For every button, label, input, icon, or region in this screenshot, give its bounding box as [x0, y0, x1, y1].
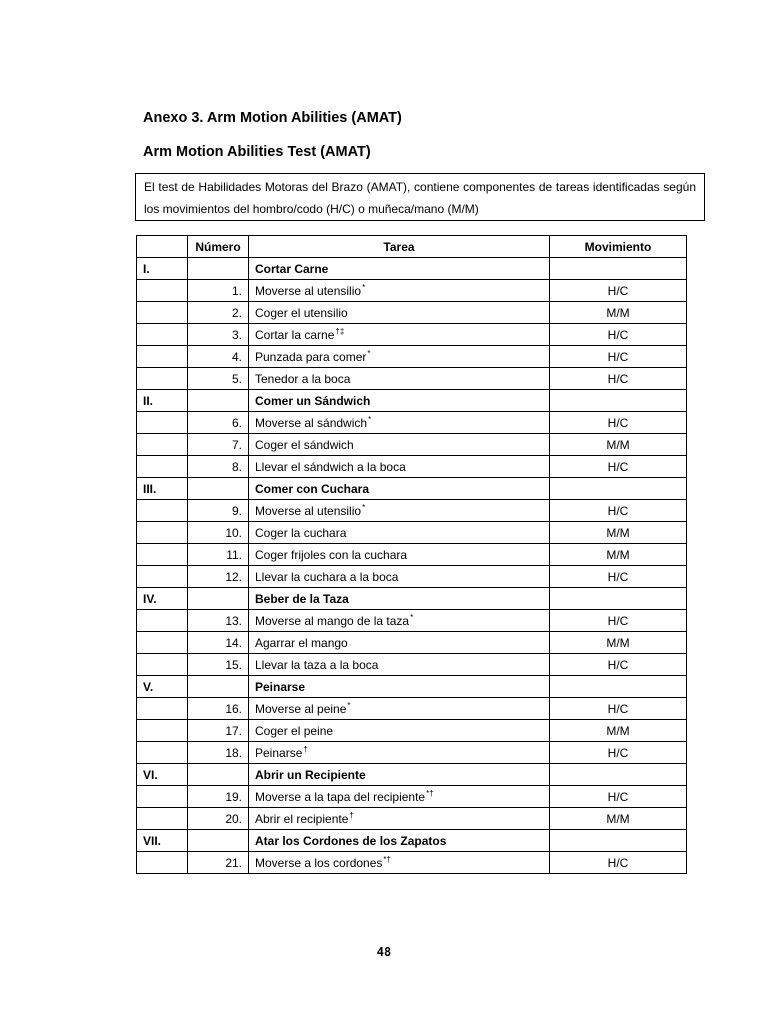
task-name: Peinarse	[255, 745, 303, 760]
table-row	[137, 500, 687, 522]
task-name: Coger el utensilio	[255, 305, 348, 320]
empty-cell	[137, 434, 188, 456]
table-row	[137, 852, 687, 874]
annex-title: Anexo 3. Arm Motion Abilities (AMAT)	[143, 110, 402, 126]
task-name: Moverse al mango de la taza	[255, 613, 410, 628]
empty-cell	[137, 632, 188, 654]
task-cell	[249, 786, 550, 808]
task-cell	[249, 654, 550, 676]
section-number: VI.	[137, 764, 188, 786]
task-number: 1.	[188, 280, 249, 302]
task-name: Coger el sándwich	[255, 437, 354, 452]
task-cell	[249, 302, 550, 324]
task-cell	[249, 720, 550, 742]
task-number: 6.	[188, 412, 249, 434]
movement-cell: M/M	[550, 522, 687, 544]
task-cell	[249, 456, 550, 478]
task-name: Tenedor a la boca	[255, 371, 351, 386]
task-name: Moverse al utensilio	[255, 503, 362, 518]
test-title: Arm Motion Abilities Test (AMAT)	[143, 144, 371, 160]
empty-cell	[137, 368, 188, 390]
table-row	[137, 324, 687, 346]
task-cell	[249, 368, 550, 390]
table-row	[137, 368, 687, 390]
intro-text: El test de Habilidades Motoras del Brazo (AMAT), contiene componentes de tareas identificadas según los movimientos del hombro/codo (H/C) o muñeca/mano (M/M)	[144, 180, 696, 216]
table-body	[137, 258, 687, 874]
footnote-mark: *	[362, 502, 366, 512]
empty-cell	[137, 324, 188, 346]
task-number: 18.	[188, 742, 249, 764]
empty-cell	[137, 500, 188, 522]
empty-cell	[188, 588, 249, 610]
empty-cell	[550, 588, 687, 610]
amat-table	[136, 235, 687, 874]
empty-cell	[137, 522, 188, 544]
footnote-mark: *	[410, 612, 414, 622]
section-number: II.	[137, 390, 188, 412]
empty-cell	[550, 764, 687, 786]
task-number: 13.	[188, 610, 249, 632]
section-title: Beber de la Taza	[249, 588, 550, 610]
section-title: Comer un Sándwich	[249, 390, 550, 412]
table-row	[137, 522, 687, 544]
empty-cell	[137, 412, 188, 434]
section-number: I.	[137, 258, 188, 280]
empty-cell	[137, 742, 188, 764]
table-row	[137, 742, 687, 764]
table-row	[137, 346, 687, 368]
task-name: Coger frijoles con la cuchara	[255, 547, 408, 562]
empty-cell	[137, 280, 188, 302]
task-name: Punzada para comer	[255, 349, 367, 364]
section-row	[137, 588, 687, 610]
empty-cell	[188, 676, 249, 698]
movement-cell: H/C	[550, 786, 687, 808]
task-name: Llevar la cuchara a la boca	[255, 569, 399, 584]
empty-cell	[188, 390, 249, 412]
task-name: Cortar la carne	[255, 327, 335, 342]
footnote-mark: *†	[426, 788, 434, 798]
movement-cell: H/C	[550, 346, 687, 368]
table-row	[137, 808, 687, 830]
task-cell	[249, 500, 550, 522]
task-cell	[249, 742, 550, 764]
empty-cell	[137, 566, 188, 588]
section-row	[137, 830, 687, 852]
empty-cell	[550, 478, 687, 500]
empty-cell	[550, 390, 687, 412]
movement-cell: H/C	[550, 280, 687, 302]
empty-cell	[550, 830, 687, 852]
task-number: 9.	[188, 500, 249, 522]
task-number: 21.	[188, 852, 249, 874]
section-row	[137, 258, 687, 280]
task-cell	[249, 632, 550, 654]
empty-cell	[188, 830, 249, 852]
movement-cell: M/M	[550, 302, 687, 324]
intro-box	[135, 173, 705, 221]
table-row	[137, 654, 687, 676]
task-number: 17.	[188, 720, 249, 742]
task-number: 10.	[188, 522, 249, 544]
movement-cell: M/M	[550, 808, 687, 830]
section-row	[137, 676, 687, 698]
task-cell	[249, 434, 550, 456]
header-section	[137, 236, 188, 258]
footnote-mark: *	[368, 414, 372, 424]
task-cell	[249, 566, 550, 588]
movement-cell: H/C	[550, 852, 687, 874]
table-row	[137, 302, 687, 324]
section-number: III.	[137, 478, 188, 500]
task-number: 8.	[188, 456, 249, 478]
footnote-mark: *†	[383, 854, 391, 864]
header-tarea: Tarea	[249, 236, 550, 258]
footnote-mark: *	[362, 282, 366, 292]
section-row	[137, 478, 687, 500]
table-row	[137, 412, 687, 434]
empty-cell	[550, 258, 687, 280]
task-number: 3.	[188, 324, 249, 346]
task-name: Coger la cuchara	[255, 525, 347, 540]
task-number: 7.	[188, 434, 249, 456]
task-name: Agarrar el mango	[255, 635, 348, 650]
empty-cell	[137, 346, 188, 368]
section-title: Cortar Carne	[249, 258, 550, 280]
table-row	[137, 434, 687, 456]
task-cell	[249, 808, 550, 830]
movement-cell: M/M	[550, 434, 687, 456]
task-number: 12.	[188, 566, 249, 588]
section-row	[137, 764, 687, 786]
table-row	[137, 456, 687, 478]
section-row	[137, 390, 687, 412]
empty-cell	[550, 676, 687, 698]
section-title: Comer con Cuchara	[249, 478, 550, 500]
table-row	[137, 786, 687, 808]
table-row	[137, 566, 687, 588]
section-number: IV.	[137, 588, 188, 610]
table-row	[137, 632, 687, 654]
footnote-mark: *	[347, 700, 351, 710]
header-movimiento: Movimiento	[550, 236, 687, 258]
task-number: 14.	[188, 632, 249, 654]
empty-cell	[137, 852, 188, 874]
empty-cell	[137, 544, 188, 566]
task-cell	[249, 698, 550, 720]
task-number: 20.	[188, 808, 249, 830]
section-title: Atar los Cordones de los Zapatos	[249, 830, 550, 852]
task-number: 16.	[188, 698, 249, 720]
empty-cell	[137, 456, 188, 478]
task-cell	[249, 522, 550, 544]
table-row	[137, 610, 687, 632]
task-cell	[249, 544, 550, 566]
empty-cell	[137, 720, 188, 742]
task-number: 4.	[188, 346, 249, 368]
page-number: 48	[376, 945, 392, 959]
task-number: 15.	[188, 654, 249, 676]
task-cell	[249, 346, 550, 368]
movement-cell: H/C	[550, 456, 687, 478]
section-title: Peinarse	[249, 676, 550, 698]
task-name: Coger el peine	[255, 723, 334, 738]
movement-cell: H/C	[550, 654, 687, 676]
empty-cell	[137, 786, 188, 808]
task-cell	[249, 412, 550, 434]
task-name: Moverse a los cordones	[255, 855, 383, 870]
movement-cell: H/C	[550, 742, 687, 764]
movement-cell: H/C	[550, 368, 687, 390]
movement-cell: H/C	[550, 412, 687, 434]
empty-cell	[137, 698, 188, 720]
table-row	[137, 720, 687, 742]
empty-cell	[188, 258, 249, 280]
task-name: Llevar el sándwich a la boca	[255, 459, 406, 474]
task-name: Moverse al peine	[255, 701, 347, 716]
task-number: 11.	[188, 544, 249, 566]
table-row	[137, 544, 687, 566]
footnote-mark: †	[349, 810, 354, 820]
task-cell	[249, 280, 550, 302]
empty-cell	[137, 654, 188, 676]
task-number: 19.	[188, 786, 249, 808]
task-cell	[249, 610, 550, 632]
movement-cell: H/C	[550, 566, 687, 588]
table-row	[137, 280, 687, 302]
task-cell	[249, 852, 550, 874]
movement-cell: H/C	[550, 500, 687, 522]
footnote-mark: †	[303, 744, 308, 754]
footnote-mark: *	[367, 348, 371, 358]
task-name: Moverse a la tapa del recipiente	[255, 789, 426, 804]
movement-cell: H/C	[550, 610, 687, 632]
movement-cell: M/M	[550, 632, 687, 654]
header-numero: Número	[188, 236, 249, 258]
empty-cell	[137, 610, 188, 632]
empty-cell	[137, 808, 188, 830]
movement-cell: H/C	[550, 698, 687, 720]
movement-cell: M/M	[550, 544, 687, 566]
movement-cell: M/M	[550, 720, 687, 742]
table-header-row	[137, 236, 687, 258]
task-cell	[249, 324, 550, 346]
section-number: V.	[137, 676, 188, 698]
movement-cell: H/C	[550, 324, 687, 346]
task-number: 2.	[188, 302, 249, 324]
section-title: Abrir un Recipiente	[249, 764, 550, 786]
task-name: Moverse al sándwich	[255, 415, 368, 430]
task-name: Llevar la taza a la boca	[255, 657, 379, 672]
footnote-mark: †‡	[335, 326, 345, 336]
empty-cell	[137, 302, 188, 324]
task-number: 5.	[188, 368, 249, 390]
task-name: Abrir el recipiente	[255, 811, 349, 826]
empty-cell	[188, 478, 249, 500]
task-name: Moverse al utensilio	[255, 283, 362, 298]
section-number: VII.	[137, 830, 188, 852]
table-row	[137, 698, 687, 720]
empty-cell	[188, 764, 249, 786]
